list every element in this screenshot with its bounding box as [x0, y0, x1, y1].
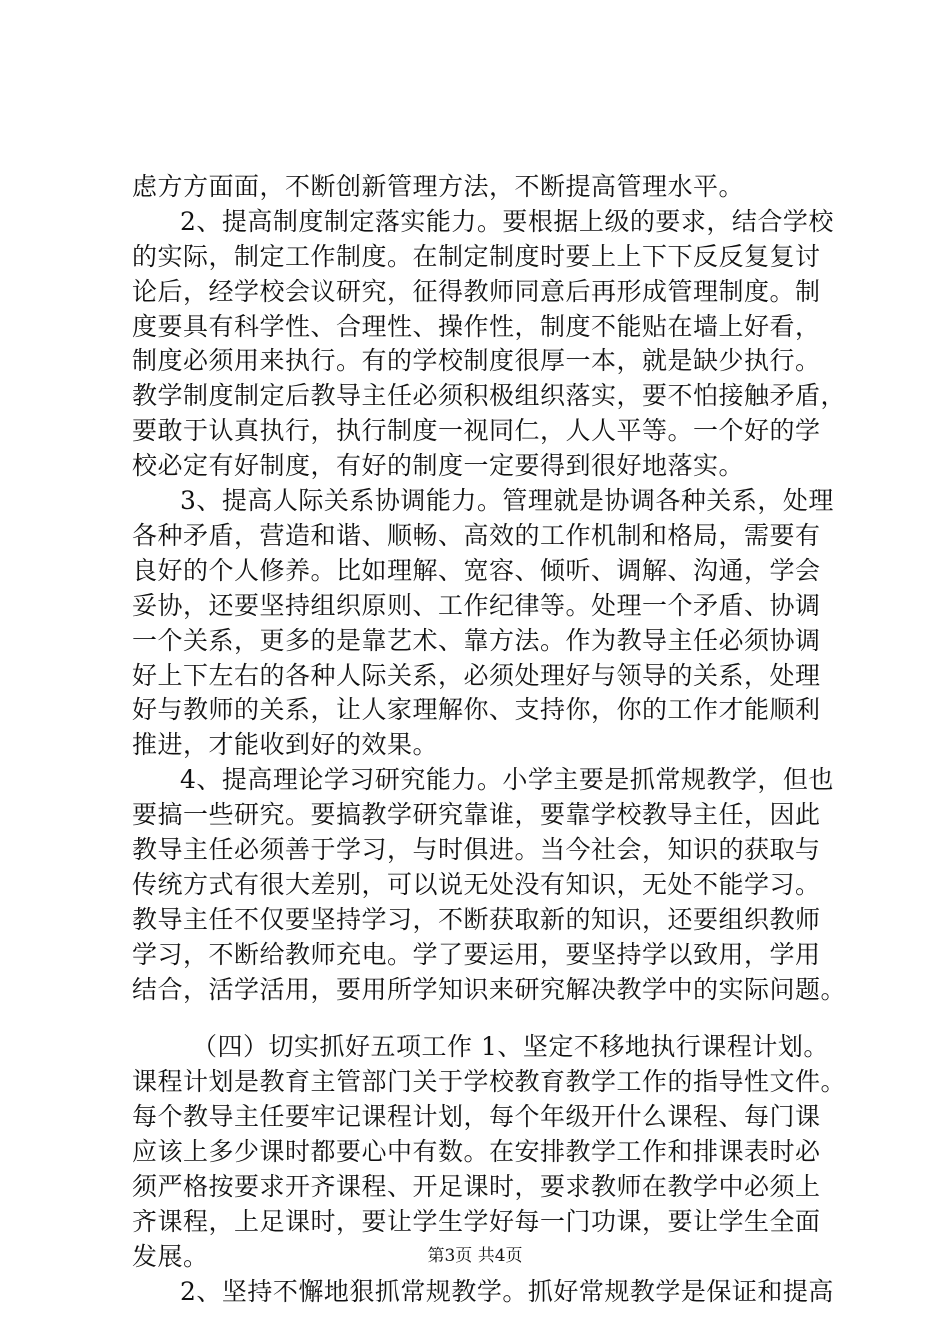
text-line: 须严格按要求开齐课程、开足课时，要求教师在教学中必须上	[132, 1172, 821, 1201]
text-line: 4、提高理论学习研究能力。小学主要是抓常规教学，但也	[180, 765, 834, 794]
text-line: 虑方方面面，不断创新管理方法，不断提高管理水平。	[132, 172, 745, 201]
section-heading-line: （四）切实抓好五项工作 1、坚定不移地执行课程计划。	[192, 1032, 829, 1061]
text-line: 齐课程，上足课时，要让学生学好每一门功课，要让学生全面	[132, 1207, 821, 1236]
text-line: 一个关系，更多的是靠艺术、靠方法。作为教导主任必须协调	[132, 626, 821, 655]
text-line: 要搞一些研究。要搞教学研究靠谁，要靠学校教导主任，因此	[132, 800, 821, 829]
text-line: 制度必须用来执行。有的学校制度很厚一本，就是缺少执行。	[132, 346, 821, 375]
text-line: 好上下左右的各种人际关系，必须处理好与领导的关系，处理	[132, 661, 821, 690]
text-line: 教导主任必须善于学习，与时俱进。当今社会，知识的获取与	[132, 835, 821, 864]
text-line: 各种矛盾，营造和谐、顺畅、高效的工作机制和格局，需要有	[132, 521, 821, 550]
text-line: 学习，不断给教师充电。学了要运用，要坚持学以致用，学用	[132, 940, 821, 969]
text-line: 教学制度制定后教导主任必须积极组织落实，要不怕接触矛盾，	[132, 381, 847, 410]
text-line: 课程计划是教育主管部门关于学校教育教学工作的指导性文件。	[132, 1067, 847, 1096]
text-line: 推进，才能收到好的效果。	[132, 730, 439, 759]
text-line: 应该上多少课时都要心中有数。在安排教学工作和排课表时必	[132, 1137, 821, 1166]
text-line: 好与教师的关系，让人家理解你、支持你，你的工作才能顺利	[132, 695, 821, 724]
text-line: 3、提高人际关系协调能力。管理就是协调各种关系，处理	[180, 486, 834, 515]
text-line: 妥协，还要坚持组织原则、工作纪律等。处理一个矛盾、协调	[132, 591, 821, 620]
text-line: 校必定有好制度，有好的制度一定要得到很好地落实。	[132, 451, 745, 480]
text-line: 发展。	[132, 1242, 209, 1271]
text-line: 2、坚持不懈地狠抓常规教学。抓好常规教学是保证和提高	[180, 1277, 834, 1306]
text-line: 良好的个人修养。比如理解、宽容、倾听、调解、沟通，学会	[132, 556, 821, 585]
text-line: 要敢于认真执行，执行制度一视同仁，人人平等。一个好的学	[132, 416, 821, 445]
text-line: 论后，经学校会议研究，征得教师同意后再形成管理制度。制	[132, 277, 821, 306]
text-line: 传统方式有很大差别，可以说无处没有知识，无处不能学习。	[132, 870, 821, 899]
page-number-footer: 第3页 共4页	[427, 1246, 523, 1266]
text-line: 结合，活学活用，要用所学知识来研究解决教学中的实际问题。	[132, 975, 847, 1004]
text-line: 每个教导主任要牢记课程计划，每个年级开什么课程、每门课	[132, 1102, 821, 1131]
text-line: 2、提高制度制定落实能力。要根据上级的要求，结合学校	[180, 207, 834, 236]
text-line: 的实际，制定工作制度。在制定制度时要上上下下反反复复讨	[132, 242, 821, 271]
text-line: 度要具有科学性、合理性、操作性，制度不能贴在墙上好看，	[132, 312, 821, 341]
text-line: 教导主任不仅要坚持学习，不断获取新的知识，还要组织教师	[132, 905, 821, 934]
